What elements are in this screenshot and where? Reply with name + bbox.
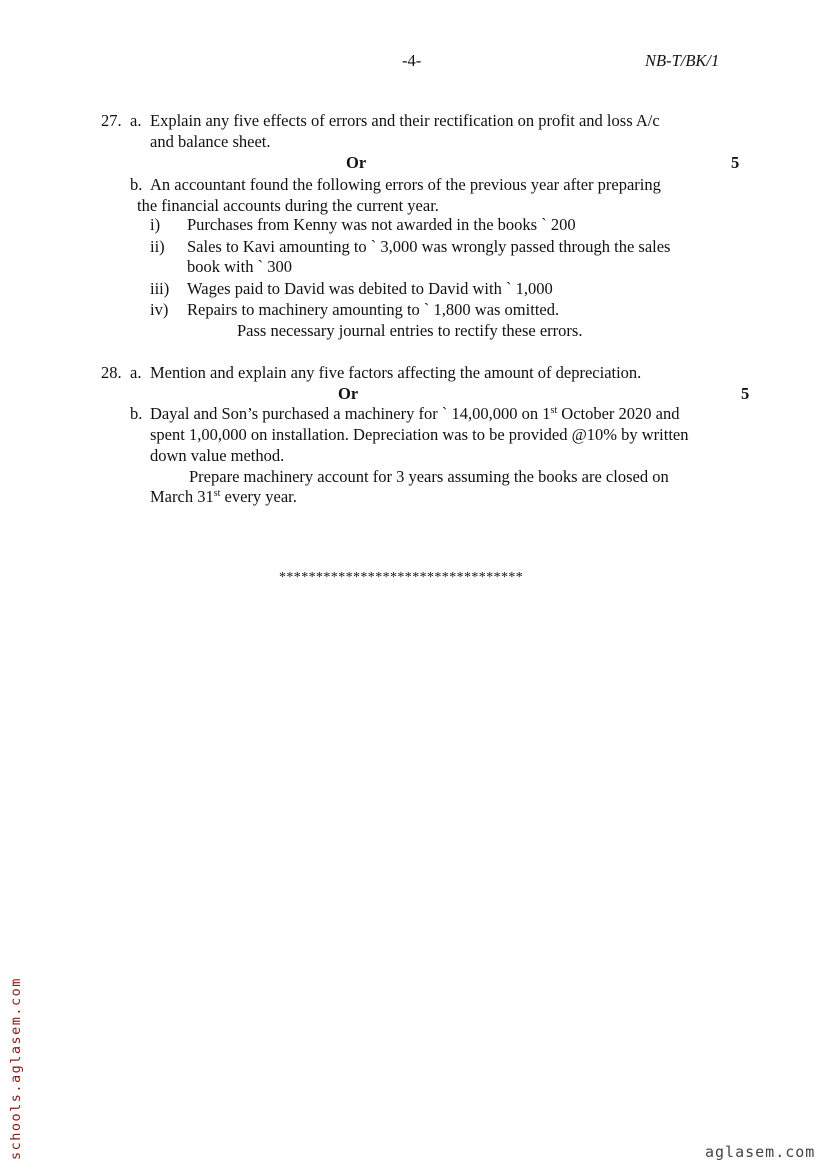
q27-item-3-text: Wages paid to David was debited to David with ` 1,000 [187, 279, 553, 298]
q28-a-label: a. [130, 363, 142, 382]
q27-b-line2: the financial accounts during the current year. [137, 196, 439, 215]
q27-item-2-text-cont: book with ` 300 [187, 257, 292, 276]
q28-b-line3: down value method. [150, 446, 285, 465]
q27-item-4-text: Repairs to machinery amounting to ` 1,800 was omitted. [187, 300, 560, 319]
q28-b-line2: spent 1,00,000 on installation. Depreciation was to be provided @10% by written [150, 425, 689, 444]
q27-a-line1: Explain any five effects of errors and their rectification on profit and loss A/c [150, 111, 660, 130]
q28-b-label: b. [130, 404, 143, 423]
q28-number: 28. [101, 363, 122, 382]
q27-instruction: Pass necessary journal entries to rectify these errors. [237, 321, 583, 340]
footer-watermark: aglasem.com [705, 1143, 816, 1161]
q27-item-1-text: Purchases from Kenny was not awarded in the books ` 200 [187, 215, 576, 234]
q27-or: Or [346, 153, 367, 172]
page-number: -4- [402, 51, 422, 70]
q27-a-line2: and balance sheet. [150, 132, 271, 151]
q28-or: Or [338, 384, 359, 403]
q27-number: 27. [101, 111, 122, 130]
q27-item-3-num: iii) [150, 279, 170, 298]
q27-item-2-num: ii) [150, 237, 165, 256]
end-separator: ********************************* [279, 570, 524, 585]
side-watermark: schools.aglasem.com [8, 977, 24, 1160]
q27-b-label: b. [130, 175, 143, 194]
q28-marks: 5 [741, 384, 750, 403]
q28-b-line4: Prepare machinery account for 3 years assuming the books are closed on [189, 467, 669, 486]
q27-marks: 5 [731, 153, 740, 172]
q28-b-line1: Dayal and Son’s purchased a machinery for ` 14,00,000 on 1st October 2020 and [150, 404, 680, 423]
q27-item-2-text: Sales to Kavi amounting to ` 3,000 was wrongly passed through the sales [187, 237, 671, 256]
q28-b-line5: March 31st every year. [150, 487, 297, 506]
paper-code: NB-T/BK/1 [645, 51, 720, 70]
q28-a-line1: Mention and explain any five factors affecting the amount of depreciation. [150, 363, 642, 382]
q27-item-1-num: i) [150, 215, 161, 234]
q27-a-label: a. [130, 111, 142, 130]
q27-item-4-num: iv) [150, 300, 169, 319]
q27-b-line1: An accountant found the following errors of the previous year after preparing [150, 175, 661, 194]
